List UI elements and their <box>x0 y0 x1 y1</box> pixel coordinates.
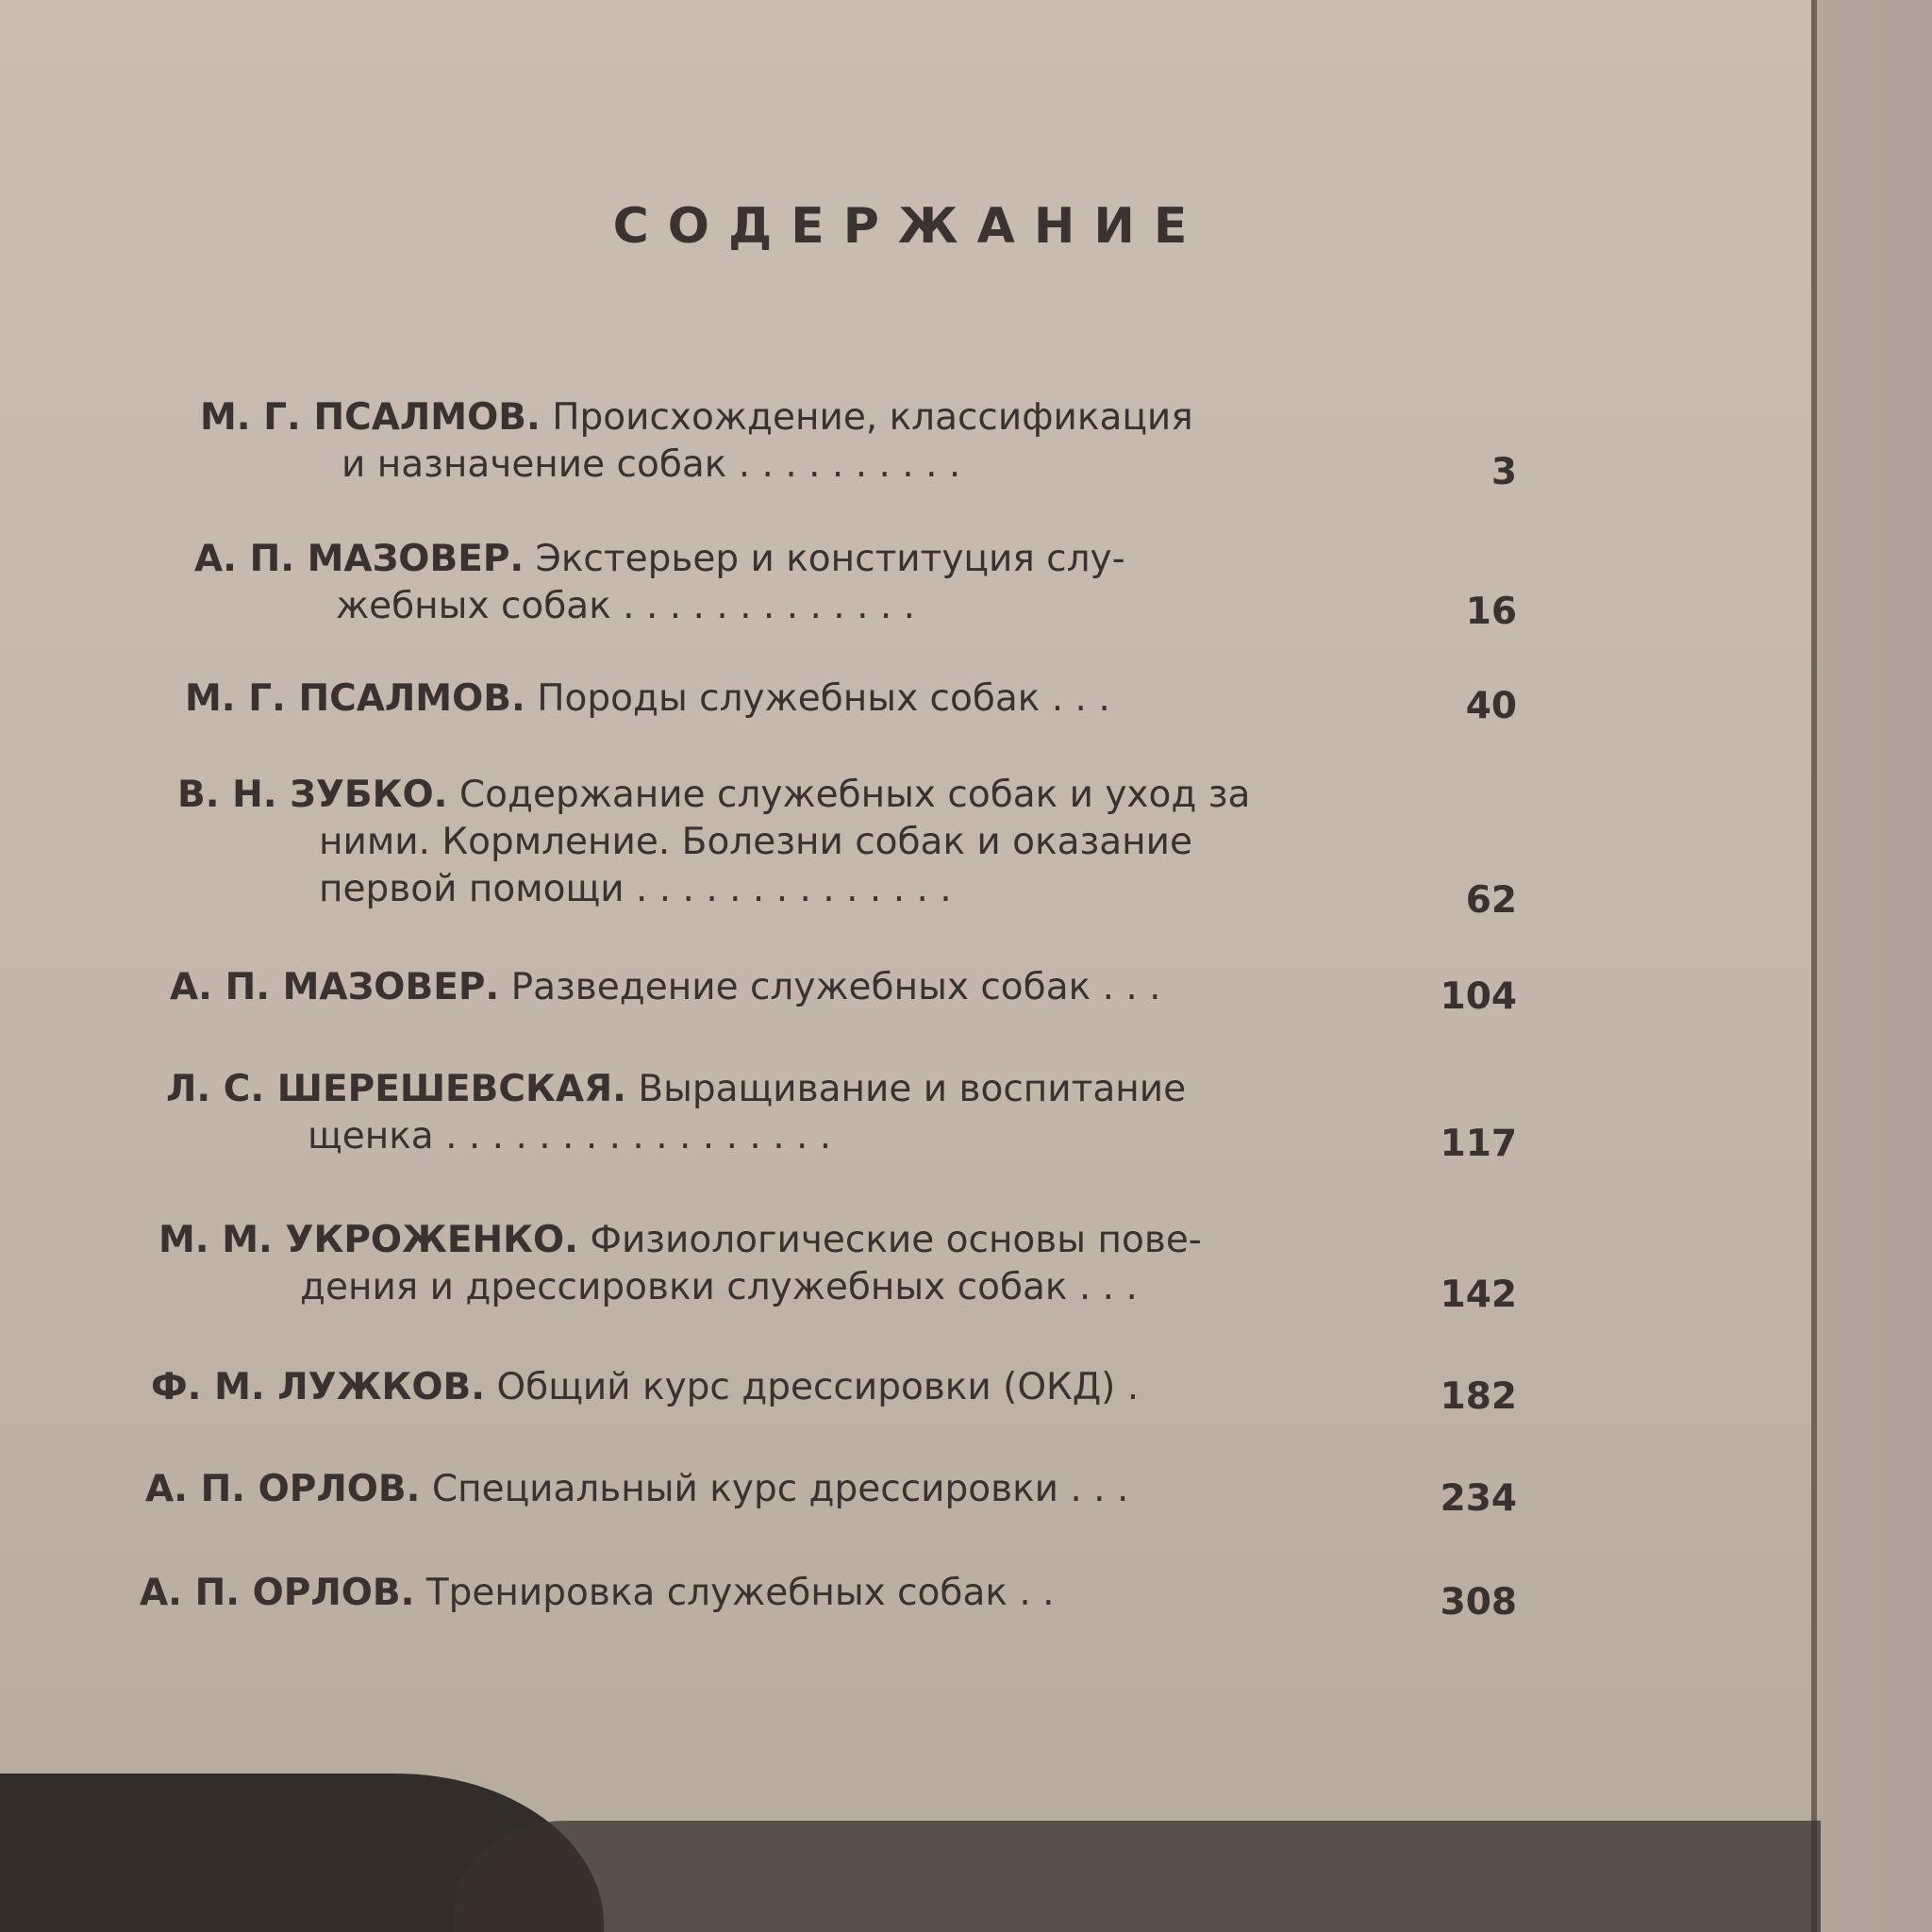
entry-title-continued: и назначение собак . . . . . . . . . . <box>341 443 961 486</box>
entry-title: Тренировка служебных собак . . <box>425 1572 1055 1614</box>
entry-author: А. П. МАЗОВЕР. <box>194 538 525 580</box>
toc-entry <box>170 964 1161 1011</box>
toc-entry <box>177 772 1250 913</box>
page-title: СОДЕРЖАНИЕ <box>612 198 1207 255</box>
entry-title: Содержание служебных собак и уход за <box>458 774 1251 816</box>
hand-shadow <box>453 1821 1821 1932</box>
entry-author: М. Г. ПСАЛМОВ. <box>200 396 541 439</box>
toc-entry <box>158 1217 1202 1311</box>
toc-entry <box>185 675 1110 723</box>
entry-title-continued: ними. Кормление. Болезни собак и оказание <box>319 821 1192 863</box>
entry-author: А. П. ОРЛОВ. <box>145 1468 421 1510</box>
toc-entry <box>166 1066 1186 1160</box>
entry-page-number: 142 <box>1440 1274 1517 1316</box>
toc-entry <box>194 536 1125 630</box>
entry-author: Л. С. ШЕРЕШЕВСКАЯ. <box>166 1068 626 1110</box>
entry-author: А. П. МАЗОВЕР. <box>170 966 500 1008</box>
entry-page-number: 62 <box>1465 879 1517 922</box>
toc-entry <box>145 1466 1128 1513</box>
entry-title: Экстерьер и конституция слу- <box>535 538 1125 580</box>
entry-page-number: 16 <box>1465 591 1517 633</box>
entry-page-number: 3 <box>1491 451 1517 493</box>
entry-page-number: 40 <box>1465 685 1517 727</box>
entry-author: М. М. УКРОЖЕНКО. <box>158 1219 578 1261</box>
entry-author: М. Г. ПСАЛМОВ. <box>185 677 525 720</box>
entry-title-continued: первой помощи . . . . . . . . . . . . . . <box>319 868 952 910</box>
entry-title: Выращивание и воспитание <box>638 1068 1187 1110</box>
adjacent-page <box>1817 0 1932 1932</box>
entry-page-number: 182 <box>1440 1375 1517 1418</box>
entry-page-number: 308 <box>1440 1581 1517 1624</box>
toc-entry <box>200 394 1193 489</box>
entry-author: А. П. ОРЛОВ. <box>140 1572 415 1614</box>
entry-title: Породы служебных собак . . . <box>537 677 1110 720</box>
entry-title-continued: щенка . . . . . . . . . . . . . . . . . <box>308 1115 832 1158</box>
entry-page-number: 234 <box>1440 1477 1517 1520</box>
entry-title-continued: жебных собак . . . . . . . . . . . . . <box>336 585 916 627</box>
toc-entry <box>140 1570 1055 1617</box>
entry-title-continued: дения и дрессировки служебных собак . . . <box>300 1266 1138 1308</box>
entry-page-number: 104 <box>1440 975 1517 1018</box>
entry-page-number: 117 <box>1440 1123 1517 1165</box>
entry-title: Общий курс дрессировки (ОКД) . <box>496 1366 1140 1408</box>
entry-author: Ф. М. ЛУЖКОВ. <box>151 1366 486 1408</box>
entry-title: Физиологические основы пове- <box>590 1219 1202 1261</box>
entry-author: В. Н. ЗУБКО. <box>177 774 448 816</box>
toc-entry <box>151 1364 1139 1411</box>
entry-title: Разведение служебных собак . . . <box>510 966 1161 1008</box>
entry-title: Происхождение, классификация <box>552 396 1193 439</box>
entry-title: Специальный курс дрессировки . . . <box>431 1468 1129 1510</box>
